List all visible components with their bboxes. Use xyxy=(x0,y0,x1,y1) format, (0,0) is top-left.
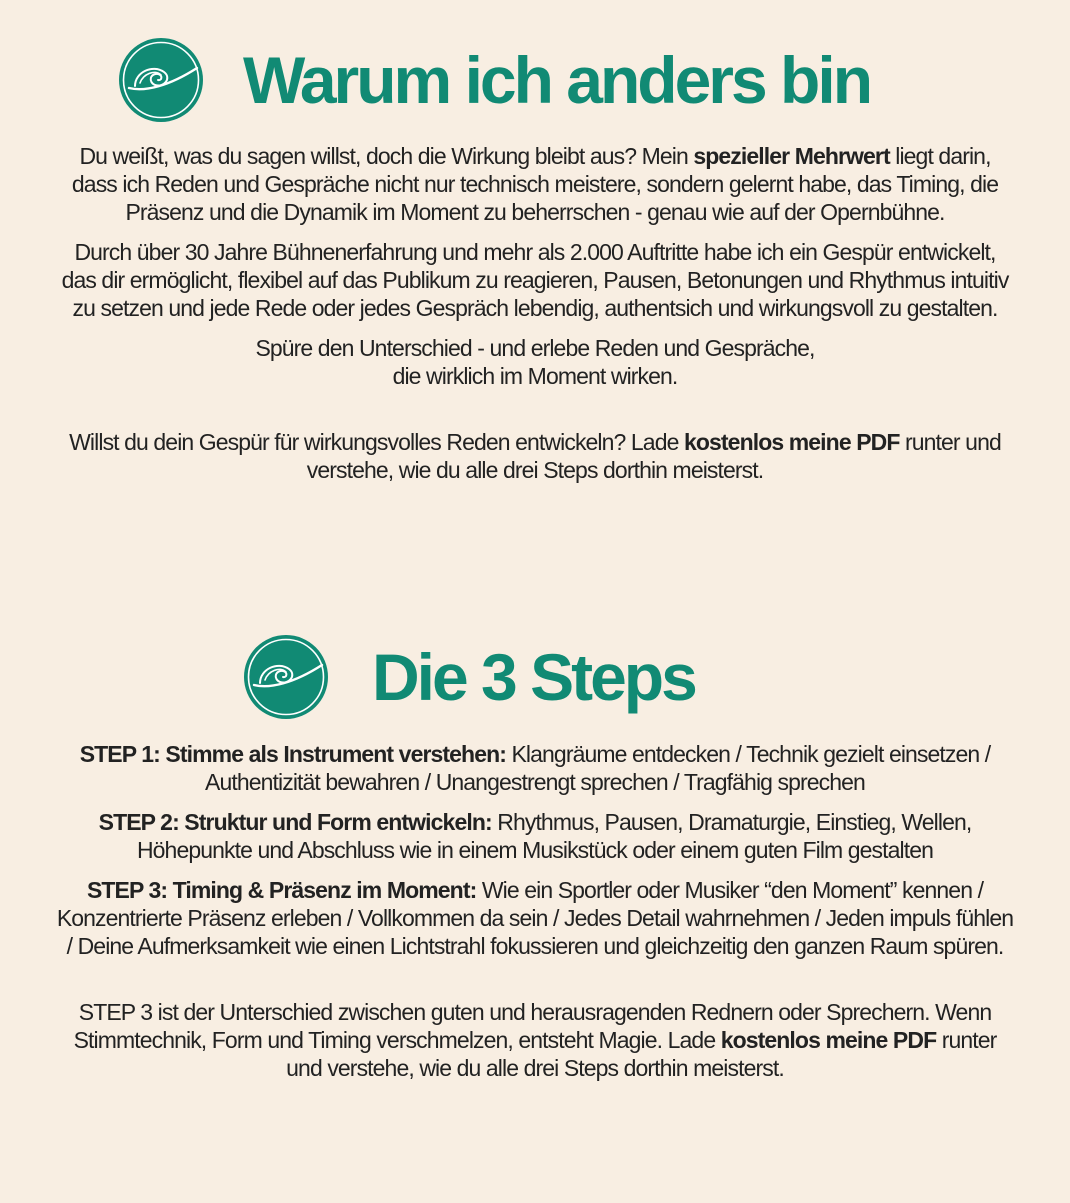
closing-paragraph: STEP 3 ist der Unterschied zwischen guten und herausragenden Rednern oder Sprechern. Wenn Stimmtechnik, Form und Timing verschmelzen, entsteht Magie. Lade kostenlos meine PDF runter und verstehe, wie du alle drei Steps dorthin meisterst. xyxy=(73,999,997,1081)
wave-swirl-logo-icon xyxy=(242,633,330,721)
section-2-header xyxy=(242,633,695,721)
section-2-body xyxy=(55,740,1015,1094)
intro-paragraph: Du weißt, was du sagen willst, doch die Wirkung bleibt aus? Mein spezieller Mehrwert liegt darin, dass ich Reden und Gespräche nicht nur technisch meistere, sondern gelernt habe, das Timing, die Präsenz und die Dynamik im Moment zu beherrschen - genau wie auf der Opernbühne. xyxy=(71,143,999,225)
section-2-title: Die 3 Steps xyxy=(372,640,695,714)
section-1-body xyxy=(55,142,1015,496)
pdf-cta-paragraph: Willst du dein Gespür für wirkungsvolles Reden entwickeln? Lade kostenlos meine PDF runter und verstehe, wie du alle drei Steps dorthin meisterst. xyxy=(69,429,1001,483)
step-3-paragraph: STEP 3: Timing & Präsenz im Moment: Wie ein Sportler oder Musiker “den Moment” kennen / Konzentrierte Präsenz erleben / Vollkommen da sein / Jedes Detail wahrnehmen / Jeden impuls fühlen / Deine Aufmerksamkeit wie einen Lichtstrahl fokussieren und gleichzeitig den ganzen Raum spüren. xyxy=(56,877,1014,959)
step-2-paragraph: STEP 2: Struktur und Form entwickeln: Rhythmus, Pausen, Dramaturgie, Einstieg, Wellen, Höhepunkte und Abschluss wie in einem Musikstück oder einem guten Film gestalten xyxy=(98,809,972,863)
step-1-paragraph: STEP 1: Stimme als Instrument verstehen: Klangräume entdecken / Technik gezielt einsetzen / Authentizität bewahren / Unangestrengt sprechen / Tragfähig sprechen xyxy=(79,741,991,795)
experience-paragraph: Durch über 30 Jahre Bühnenerfahrung und mehr als 2.000 Auftritte habe ich ein Gespür entwickelt, das dir ermöglicht, flexibel auf das Publikum zu reagieren, Pausen, Betonungen und Rhythmus intuitiv zu setzen und jede Rede oder jedes Gespräch lebendig, authentsich und wirkungsvoll zu gestalten. xyxy=(61,239,1009,321)
section-1-title: Warum ich anders bin xyxy=(243,43,871,117)
difference-paragraph: Spüre den Unterschied - und erlebe Reden und Gespräche, die wirklich im Moment wirken. xyxy=(255,335,815,389)
section-1-header xyxy=(117,36,870,124)
wave-swirl-logo-icon xyxy=(117,36,205,124)
